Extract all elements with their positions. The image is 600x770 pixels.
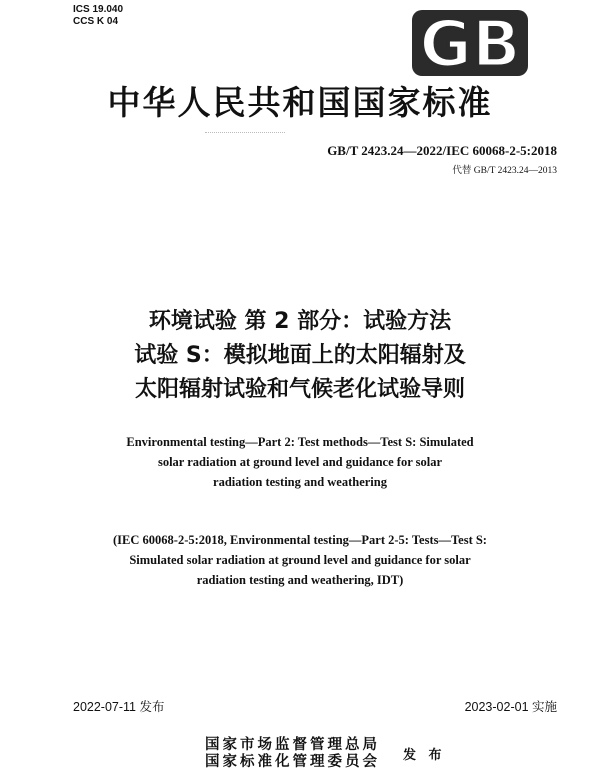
iec-ref-line-3: radiation testing and weathering, IDT) [196, 573, 404, 587]
implement-date: 2023-02-01 实施 [464, 700, 557, 714]
title-zh-line-3: 太阳辐射试验和气候老化试验导则 [134, 377, 465, 402]
issuer-block [205, 736, 380, 770]
national-standard-title: 中华人民共和国国家标准 [107, 83, 493, 122]
iec-ref-line-2: Simulated solar radiation at ground level and guidance for solar [129, 553, 471, 567]
gb-logo-text: GB [419, 8, 521, 78]
iec-ref-line-1: (IEC 60068-2-5:2018, Environmental testing—Part 2-5: Tests—Test S: [113, 533, 487, 547]
title-en-line-3: radiation testing and weathering [213, 475, 387, 489]
publish-label: 发 布 [403, 748, 446, 763]
publish-date: 2022-07-11 发布 [73, 700, 165, 714]
gb-logo [410, 8, 530, 83]
faint-rule [205, 132, 285, 134]
gb-logo-mark [410, 8, 530, 78]
standard-code: GB/T 2423.24—2022/IEC 60068-2-5:2018 [327, 143, 557, 158]
issuer-sac: 国家标准化管理委员会 [205, 753, 380, 770]
title-en-line-2: solar radiation at ground level and guidance for solar [157, 455, 443, 469]
title-en-line-1: Environmental testing—Part 2: Test methods—Test S: Simulated [126, 435, 474, 449]
issuer-samr: 国家市场监督管理总局 [205, 736, 380, 753]
ics-ccs-block [73, 4, 123, 28]
ccs-code: CCS K 04 [73, 16, 119, 27]
title-zh-line-1: 环境试验 第 2 部分：试验方法 [148, 309, 452, 334]
title-zh-line-2: 试验 S：模拟地面上的太阳辐射及 [134, 343, 466, 368]
replaces-note: 代替 GB/T 2423.24—2013 [452, 166, 557, 176]
ics-code: ICS 19.040 [73, 4, 124, 15]
